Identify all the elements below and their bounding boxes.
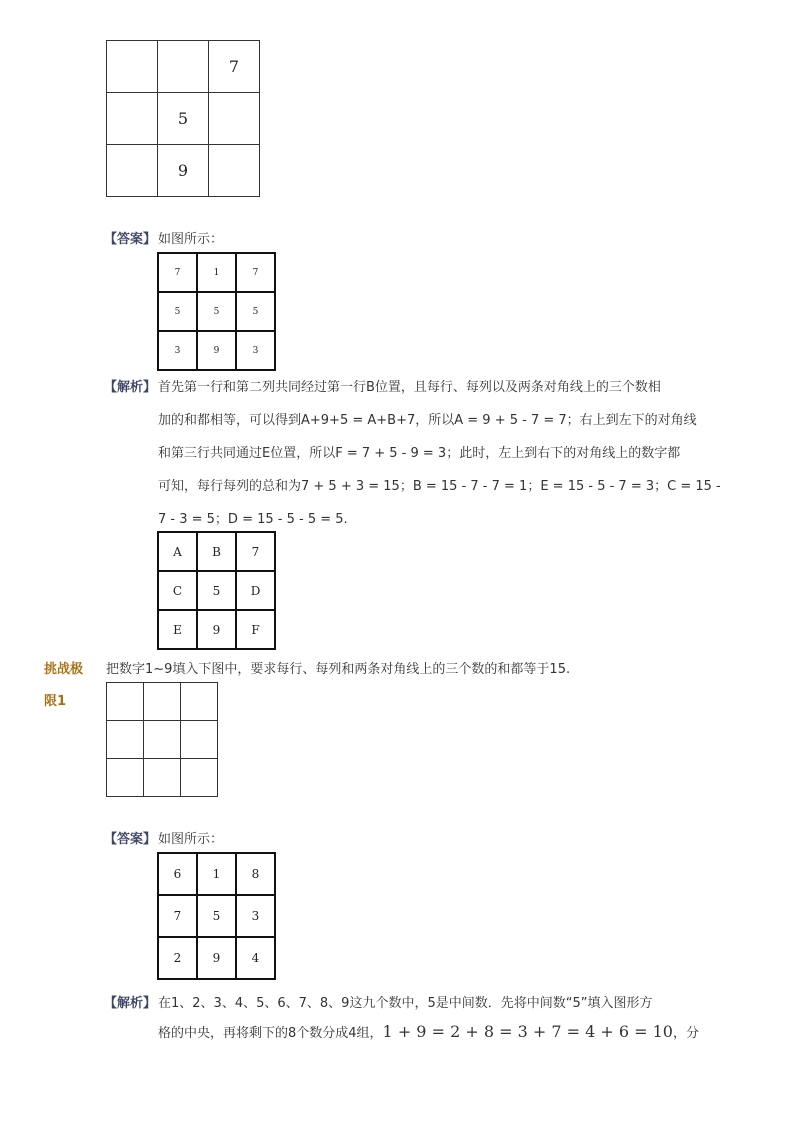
analysis-text: 格的中央，再将剩下的8个数分成4组， <box>158 1026 383 1041</box>
grid-cell: C <box>158 571 197 610</box>
equation: 1 + 9 = 2 + 8 = 3 + 7 = 4 + 6 = 10 <box>382 1022 673 1041</box>
grid-cell: 8 <box>236 853 275 895</box>
grid-cell <box>158 41 209 93</box>
grid-cell <box>181 759 218 797</box>
letter-grid <box>157 531 276 650</box>
grid-cell <box>144 683 181 721</box>
grid-cell <box>181 683 218 721</box>
grid-cell: 7 <box>158 253 197 292</box>
grid-cell: 1 <box>197 253 236 292</box>
grid-cell: 3 <box>158 331 197 370</box>
grid-cell: 5 <box>236 292 275 331</box>
grid-cell: 7 <box>236 253 275 292</box>
grid-cell: A <box>158 532 197 571</box>
answer-grid <box>157 252 276 371</box>
answer-label: 【答案】 <box>104 832 157 847</box>
magic-square-grid <box>157 852 276 980</box>
grid-cell <box>209 93 260 145</box>
analysis-line: 加的和都相等，可以得到A+9+5 = A+B+7，所以A = 9 + 5 - 7 = 7；右上到左下的对角线 <box>158 413 697 428</box>
grid-cell <box>107 93 158 145</box>
grid-cell: F <box>236 610 275 649</box>
grid-cell: 5 <box>197 895 236 937</box>
grid-cell: 3 <box>236 331 275 370</box>
analysis-line: 和第三行共同通过E位置，所以F = 7 + 5 - 9 = 3；此时，左上到右下的对角线上的数字都 <box>158 446 681 461</box>
analysis-line: 7 - 3 = 5；D = 15 - 5 - 5 = 5. <box>158 512 348 527</box>
grid-cell: 3 <box>236 895 275 937</box>
given-grid <box>106 40 260 197</box>
analysis-label: 【解析】 <box>104 380 157 395</box>
grid-cell: 9 <box>197 610 236 649</box>
grid-cell: 2 <box>158 937 197 979</box>
grid-cell: 5 <box>197 292 236 331</box>
challenge-label: 挑战极 <box>44 662 84 677</box>
answer-label: 【答案】 <box>104 232 157 247</box>
grid-cell: D <box>236 571 275 610</box>
empty-grid <box>106 682 218 797</box>
answer-text: 如图所示： <box>158 232 224 247</box>
analysis-line: 在1、2、3、4、5、6、7、8、9这九个数中，5是中间数．先将中间数“5”填入图形方 <box>158 996 653 1011</box>
analysis-line: 首先第一行和第二列共同经过第一行B位置，且每行、每列以及两条对角线上的三个数相 <box>158 380 661 395</box>
grid-cell: 7 <box>158 895 197 937</box>
grid-cell <box>107 683 144 721</box>
grid-cell: 7 <box>209 41 260 93</box>
grid-cell: 5 <box>158 93 209 145</box>
grid-cell: B <box>197 532 236 571</box>
grid-cell: 5 <box>158 292 197 331</box>
analysis-line-2 <box>158 1022 699 1041</box>
grid-cell: 5 <box>197 571 236 610</box>
grid-cell: 1 <box>197 853 236 895</box>
grid-cell <box>144 759 181 797</box>
grid-cell <box>107 721 144 759</box>
grid-cell: 4 <box>236 937 275 979</box>
grid-cell <box>107 41 158 93</box>
challenge-question: 把数字1~9填入下图中，要求每行、每列和两条对角线上的三个数的和都等于15. <box>106 662 571 677</box>
grid-cell: 9 <box>197 331 236 370</box>
grid-cell <box>107 145 158 197</box>
challenge-label-cont: 限1 <box>44 694 67 709</box>
analysis-text-tail: ，分 <box>672 1026 699 1041</box>
answer-text: 如图所示： <box>158 832 224 847</box>
grid-cell: 6 <box>158 853 197 895</box>
grid-cell: E <box>158 610 197 649</box>
grid-cell <box>107 759 144 797</box>
analysis-line: 可知，每行每列的总和为7 + 5 + 3 = 15；B = 15 - 7 - 7 = 1；E = 15 - 5 - 7 = 3；C = 15 - <box>158 479 721 494</box>
grid-cell <box>144 721 181 759</box>
grid-cell: 7 <box>236 532 275 571</box>
grid-cell <box>209 145 260 197</box>
grid-cell: 9 <box>158 145 209 197</box>
grid-cell: 9 <box>197 937 236 979</box>
grid-cell <box>181 721 218 759</box>
analysis-label: 【解析】 <box>104 996 157 1011</box>
